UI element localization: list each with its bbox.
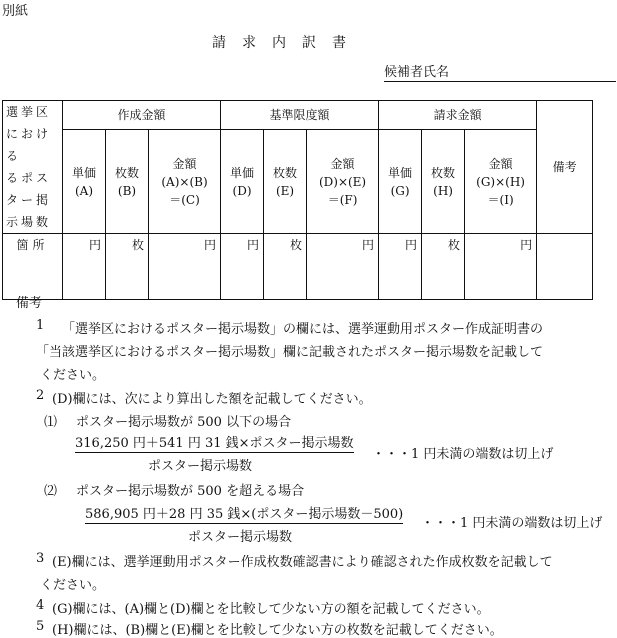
attachment-label: 別紙 — [2, 4, 29, 19]
data-cell-remarks[interactable] — [537, 234, 593, 300]
note-line: (H)欄には、(B)欄と(E)欄とを比較して少ない方の枚数を記載してください。 — [52, 623, 503, 638]
title-char: 求 — [242, 35, 256, 51]
formula-1-note: ・・・1 円未満の端数は切上げ — [372, 447, 554, 462]
area-label-line: 示場数 — [6, 215, 52, 229]
data-cell[interactable]: 円 — [149, 234, 221, 300]
group-header-claim: 請求金額 — [379, 101, 537, 130]
formula-2-note: ・・・1 円未満の端数は切上げ — [421, 516, 603, 531]
note-number: 4 — [36, 598, 45, 613]
sub-note-number: ⑵ — [44, 484, 58, 499]
data-cell[interactable]: 枚 — [264, 234, 307, 300]
note-line: ポスター掲示場数が 500 を超える場合 — [76, 484, 305, 499]
formula-1-denominator: ポスター掲示場数 — [148, 459, 253, 474]
note-line: 「選挙区におけるポスター掲示場数」の欄には、選挙運動用ポスター作成証明書の — [62, 322, 544, 337]
subheader-cell: 金額 (G)×(H) ＝(I) — [465, 130, 537, 234]
data-cell[interactable]: 円 — [63, 234, 106, 300]
subheader-cell: 枚数 (H) — [422, 130, 465, 234]
area-label-line: ター掲 — [6, 193, 52, 207]
title-char: 訳 — [302, 35, 316, 51]
subheader-cell: 単価 (A) — [63, 130, 106, 234]
sub-note-number: ⑴ — [44, 415, 58, 430]
note-line: ください。 — [40, 578, 106, 593]
title-char: 請 — [212, 35, 226, 51]
formula-1-numerator: 316,250 円＋541 円 31 銭×ポスター掲示場数 — [75, 432, 354, 453]
group-header-limit: 基準限度額 — [221, 101, 379, 130]
breakdown-table — [2, 100, 593, 300]
note-line: ください。 — [40, 368, 106, 383]
subheader-cell: 枚数 (E) — [264, 130, 307, 234]
note-number: 3 — [36, 551, 45, 566]
area-label-line: 選挙区 — [6, 105, 52, 119]
note-line: (E)欄には、選挙運動用ポスター作成枚数確認書により確認された作成枚数を記載して — [52, 555, 553, 570]
data-cell[interactable]: 枚 — [422, 234, 465, 300]
title-char: 書 — [332, 35, 346, 51]
note-number: 5 — [36, 619, 45, 634]
data-cell[interactable]: 円 — [221, 234, 264, 300]
subheader-cell: 枚数 (B) — [106, 130, 149, 234]
note-number: 1 — [36, 318, 45, 333]
area-label-line: における — [6, 127, 52, 163]
note-line: (G)欄には、(A)欄と(D)欄とを比較して少ない方の額を記載してください。 — [52, 602, 490, 617]
note-number: 2 — [36, 388, 45, 403]
data-cell[interactable]: 枚 — [106, 234, 149, 300]
subheader-cell: 単価 (D) — [221, 130, 264, 234]
group-header-production: 作成金額 — [63, 101, 221, 130]
area-header-cell — [3, 101, 63, 234]
remarks-header: 備考 — [537, 101, 593, 234]
formula-2-numerator: 586,905 円＋28 円 35 銭×(ポスター掲示場数－500) — [85, 503, 403, 524]
note-line: (D)欄には、次により算出した額を記載してください。 — [52, 392, 372, 407]
title-char: 内 — [272, 35, 286, 51]
area-label-line: るポス — [6, 171, 52, 185]
data-cell-area[interactable]: 箇所 — [3, 234, 63, 300]
data-cell[interactable]: 円 — [307, 234, 379, 300]
notes-heading: 備考 — [16, 296, 43, 311]
formula-2-denominator: ポスター掲示場数 — [188, 530, 293, 545]
candidate-name-label: 候補者氏名 — [384, 65, 450, 80]
data-cell[interactable]: 円 — [379, 234, 422, 300]
subheader-cell: 単価 (G) — [379, 130, 422, 234]
data-cell[interactable]: 円 — [465, 234, 537, 300]
note-line: 「当該選挙区におけるポスター掲示場数」欄に記載されたポスター掲示場数を記載して — [36, 345, 544, 360]
subheader-cell: 金額 (A)×(B) ＝(C) — [149, 130, 221, 234]
note-line: ポスター掲示場数が 500 以下の場合 — [76, 415, 292, 430]
page-title — [212, 32, 362, 52]
subheader-cell: 金額 (D)×(E) ＝(F) — [307, 130, 379, 234]
candidate-name-field[interactable] — [384, 61, 616, 82]
